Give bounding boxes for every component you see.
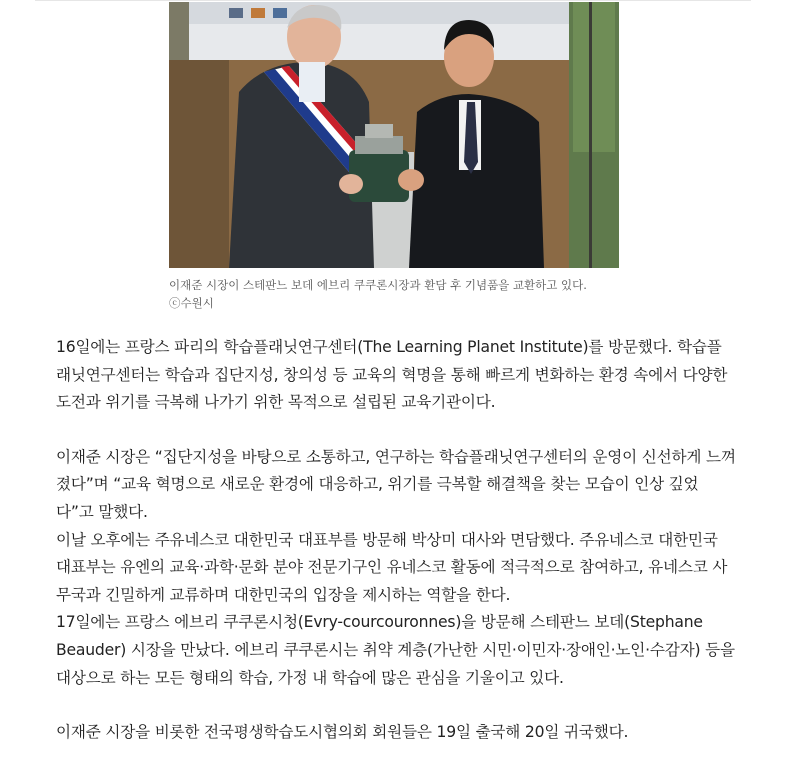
article-photo <box>169 2 619 268</box>
paragraph: 17일에는 프랑스 에브리 쿠쿠론시청(Evry-courcouronnes)을 방문해 스테판느 보데(Stephane Beauder) 시장을 만났다. 에브리 쿠쿠론시는 취약 계층(가난한 시민·이민자·장애인·노인·수감자) 등을 대상으로 하는 모든 형태의 학습, 가정 내 학습에 많은 관심을 기울이고 있다. <box>56 613 735 687</box>
photo-caption <box>169 276 629 312</box>
photo-image <box>169 2 619 268</box>
article-body <box>56 334 736 747</box>
paragraph: 이날 오후에는 주유네스코 대한민국 대표부를 방문해 박상미 대사와 면담했다. 주유네스코 대한민국 대표부는 유엔의 교육·과학·문화 분야 전문기구인 유네스코 활동에 적극적으로 참여하고, 유네스코 사무국과 긴밀하게 교류하며 대한민국의 입장을 제시하는 역할을 한다. <box>56 530 728 604</box>
top-divider <box>35 0 751 1</box>
paragraph: 이재준 시장을 비롯한 전국평생학습도시협의회 회원들은 19일 출국해 20일 귀국했다. <box>56 723 629 742</box>
caption-text: 이재준 시장이 스테판느 보데 에브리 쿠쿠론시장과 환담 후 기념품을 교환하고 있다. <box>169 278 587 292</box>
caption-credit: ⓒ수원시 <box>169 296 214 310</box>
paragraph: 이재준 시장은 “집단지성을 바탕으로 소통하고, 연구하는 학습플래닛연구센터의 운영이 신선하게 느껴졌다”며 “교육 혁명으로 새로운 환경에 대응하고, 위기를 극복할 해결책을 찾는 모습이 인상 깊었다”고 말했다. <box>56 447 736 521</box>
paragraph: 16일에는 프랑스 파리의 학습플래닛연구센터(The Learning Planet Institute)를 방문했다. 학습플래닛연구센터는 학습과 집단지성, 창의성 등 교육의 혁명을 통해 빠르게 변화하는 환경 속에서 다양한 도전과 위기를 극복해 나가기 위한 목적으로 설립된 교육기관이다. <box>56 338 728 412</box>
